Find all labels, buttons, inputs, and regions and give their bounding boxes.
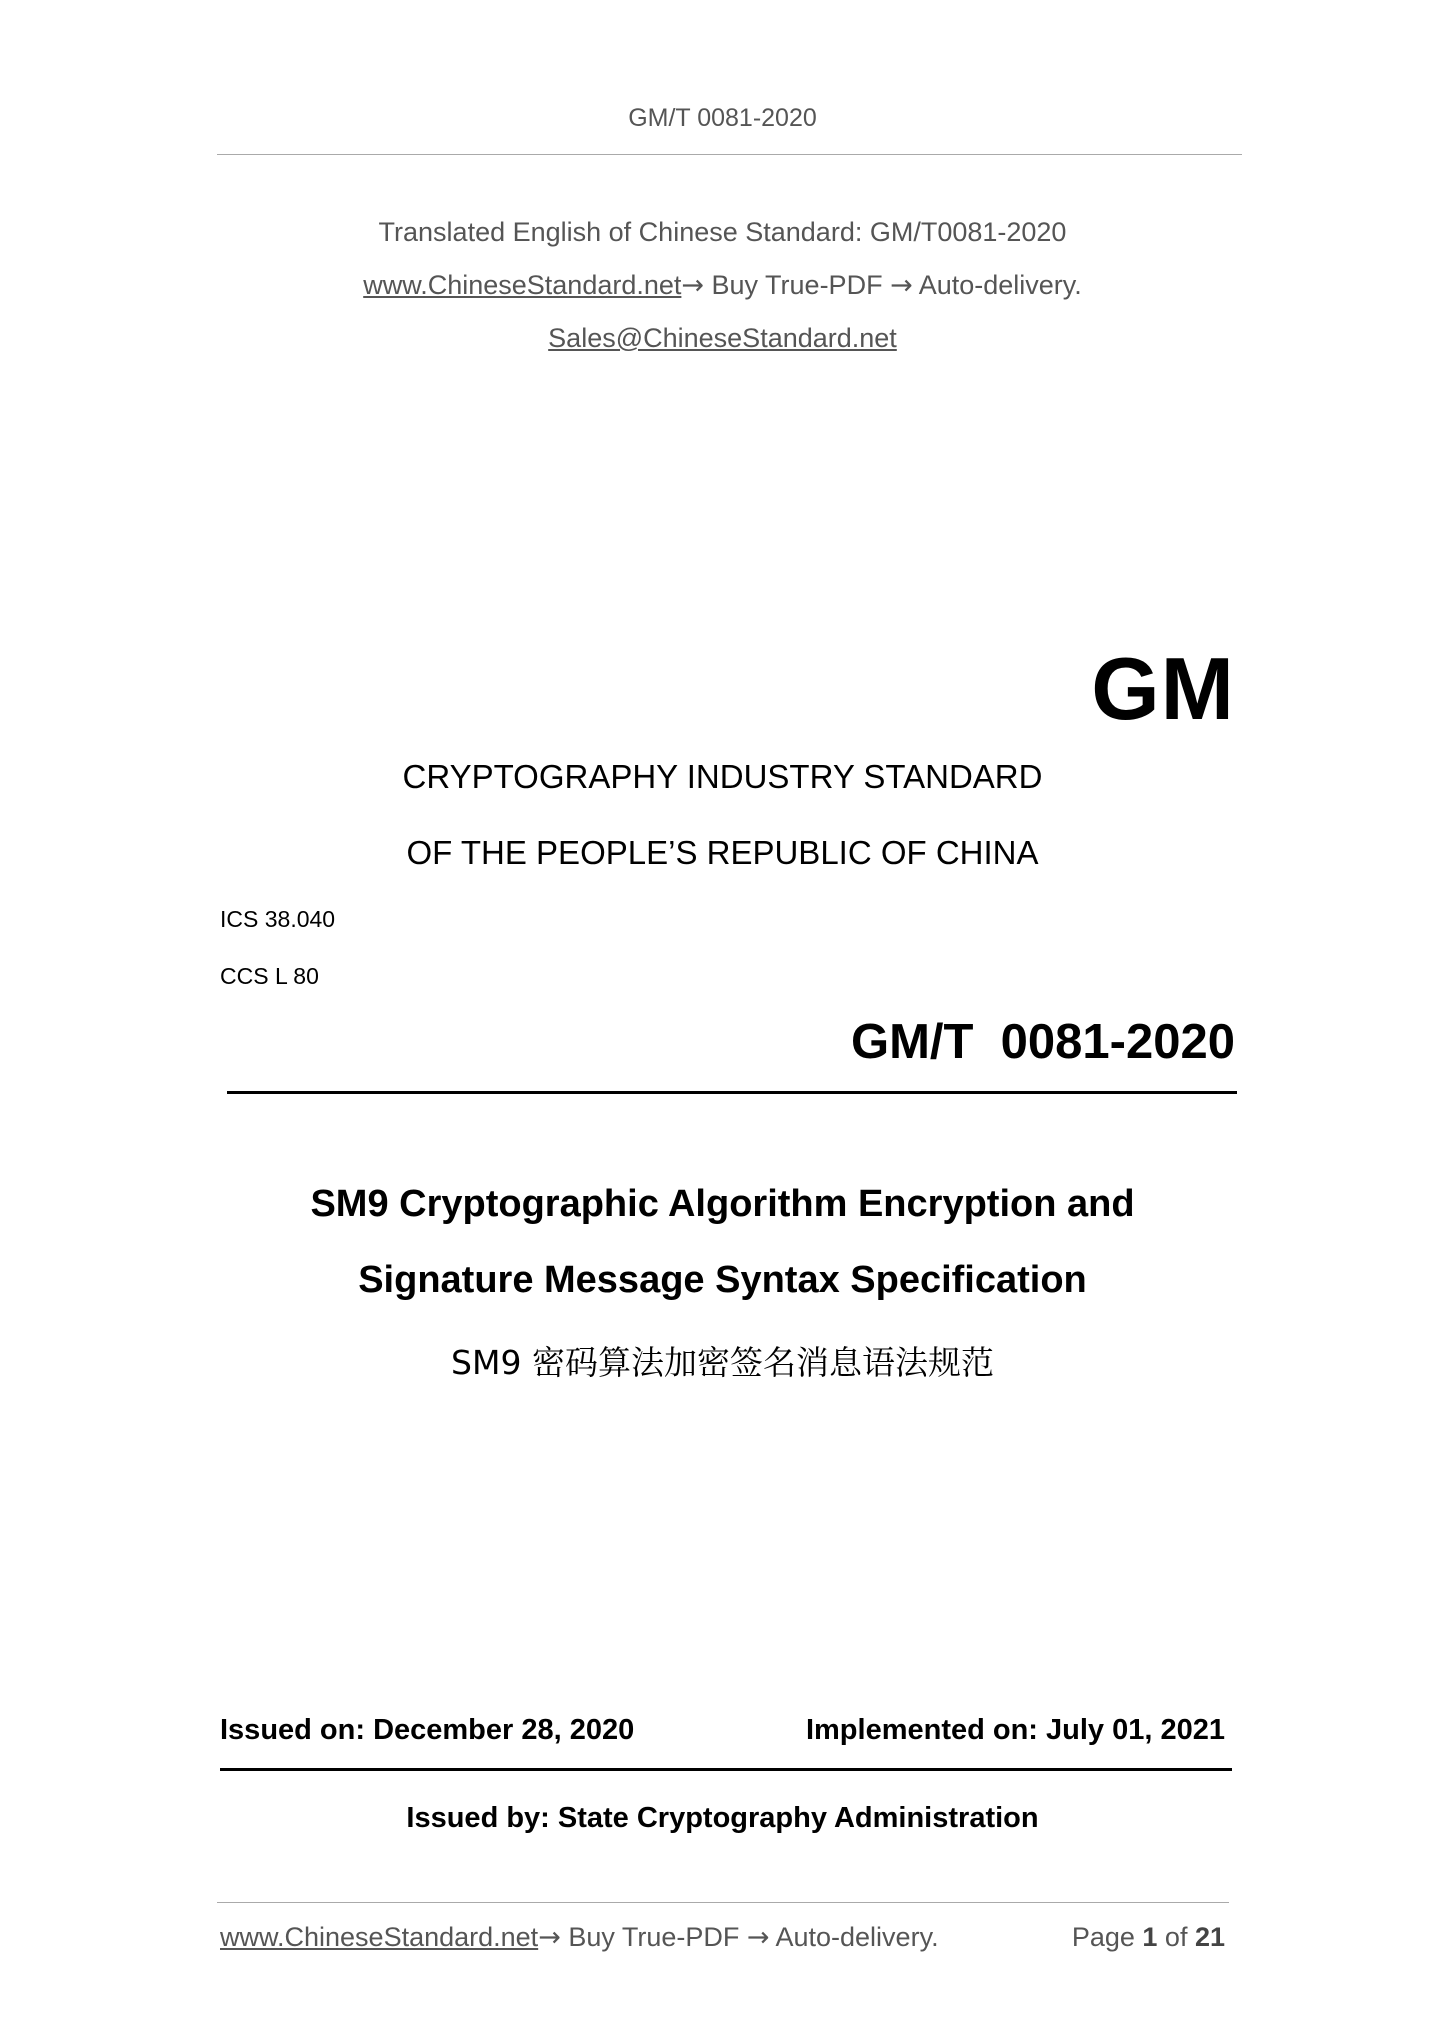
- title-divider: [227, 1091, 1237, 1094]
- translated-line: Translated English of Chinese Standard: GM/T0081-2020: [378, 217, 1067, 247]
- arrow-right-icon: →: [890, 270, 913, 301]
- page-number: 1: [1142, 1922, 1158, 1952]
- issued-by: Issued by: State Cryptography Administration: [406, 1802, 1039, 1834]
- page-indicator: [1072, 1922, 1225, 1953]
- org-line-2: OF THE PEOPLE’S REPUBLIC OF CHINA: [406, 834, 1039, 871]
- arrow-right-icon: →: [681, 270, 705, 301]
- site-link[interactable]: www.ChineseStandard.net: [363, 270, 682, 300]
- ics-code: ICS 38.040: [220, 906, 336, 932]
- standard-number: GM/T 0081-2020: [850, 1015, 1235, 1069]
- email-link[interactable]: Sales@ChineseStandard.net: [548, 323, 897, 353]
- implemented-on: Implemented on: July 01, 2021: [805, 1714, 1225, 1746]
- of-label: of: [1157, 1922, 1195, 1952]
- page-total: 21: [1194, 1922, 1225, 1952]
- email-line: [0, 323, 1445, 354]
- footer-buy-text: Buy True-PDF: [560, 1922, 747, 1952]
- running-header: GM/T 0081-2020: [628, 104, 817, 132]
- footer-site-link[interactable]: www.ChineseStandard.net: [220, 1922, 539, 1952]
- issued-on: Issued on: December 28, 2020: [220, 1714, 635, 1746]
- gm-mark: GM: [1091, 639, 1235, 738]
- footer-divider: [217, 1902, 1229, 1903]
- dates-divider: [220, 1768, 1232, 1771]
- arrow-right-icon: →: [538, 1922, 561, 1953]
- ccs-code: CCS L 80: [220, 963, 319, 989]
- buy-text: Buy True-PDF: [704, 270, 891, 300]
- header-divider: [217, 154, 1242, 155]
- title-chinese: SM9 密码算法加密签名消息语法规范: [451, 1343, 994, 1382]
- title-line-2: Signature Message Syntax Specification: [358, 1259, 1087, 1301]
- page-label: Page: [1071, 1922, 1143, 1952]
- footer-promo: [220, 1922, 939, 1953]
- arrow-right-icon: →: [746, 1922, 770, 1953]
- delivery-text: Auto-delivery.: [912, 270, 1082, 300]
- promo-line: [0, 270, 1445, 301]
- org-line-1: CRYPTOGRAPHY INDUSTRY STANDARD: [402, 758, 1043, 795]
- title-line-1: SM9 Cryptographic Algorithm Encryption and: [310, 1183, 1135, 1225]
- footer-delivery-text: Auto-delivery.: [769, 1922, 939, 1952]
